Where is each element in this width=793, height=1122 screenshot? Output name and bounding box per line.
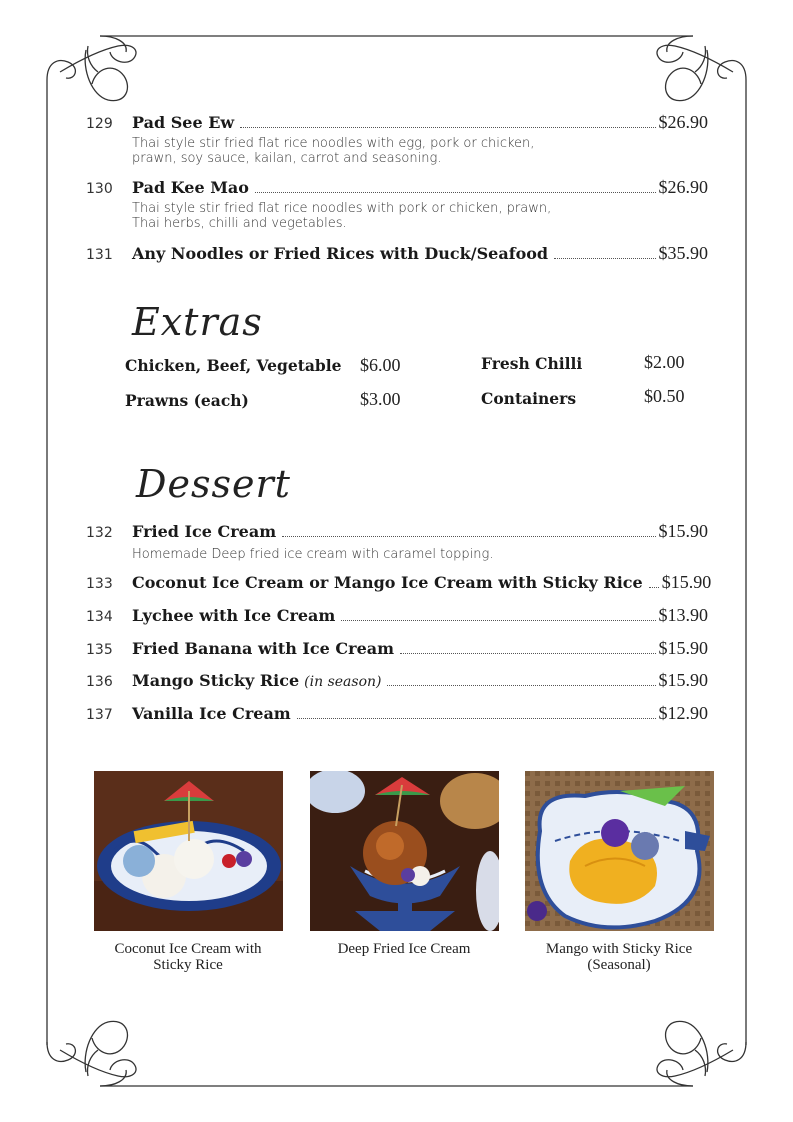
caption-line: Coconut Ice Cream with	[114, 941, 262, 957]
dot-leader	[341, 620, 655, 621]
item-price: $15.90	[658, 521, 708, 541]
item-name: Pad See Ew	[132, 113, 235, 132]
extra-price: $2.00	[644, 352, 685, 372]
dot-leader	[255, 192, 656, 193]
item-name: Any Noodles or Fried Rices with Duck/Seafood	[132, 244, 549, 263]
photo-caption	[78, 941, 298, 973]
item-number: 133	[86, 576, 113, 592]
extra-price: $0.50	[644, 386, 685, 406]
item-price: $15.90	[658, 638, 708, 658]
menu-item	[86, 638, 708, 659]
desc-line: Thai style stir fried flat rice noodles with egg, pork or chicken,	[132, 136, 535, 151]
caption-line: (Seasonal)	[587, 957, 651, 973]
item-price: $15.90	[661, 572, 712, 592]
dot-leader	[649, 587, 659, 588]
menu-item	[86, 521, 708, 562]
dot-leader	[554, 258, 655, 259]
photo-caption	[294, 941, 514, 957]
caption-line: Sticky Rice	[153, 957, 223, 973]
item-name: Coconut Ice Cream or Mango Ice Cream with Sticky Rice	[132, 573, 643, 592]
item-description	[132, 201, 708, 231]
dot-leader	[282, 536, 655, 537]
menu-item	[86, 243, 708, 264]
dot-leader	[240, 127, 655, 128]
caption-line: Mango with Sticky Rice	[545, 941, 693, 957]
item-name: Fried Banana with Ice Cream	[132, 639, 395, 658]
extra-name: Chicken, Beef, Vegetable	[125, 356, 342, 375]
menu-item	[86, 177, 708, 231]
item-name: Mango Sticky Rice	[132, 671, 300, 690]
menu-item	[86, 703, 708, 724]
menu-item	[86, 112, 708, 166]
item-price: $12.90	[658, 703, 708, 723]
section-title-dessert: Dessert	[136, 462, 291, 506]
item-number: 130	[86, 181, 113, 197]
item-price: $35.90	[658, 243, 708, 263]
extra-name: Prawns (each)	[125, 391, 249, 410]
item-price: $26.90	[658, 112, 708, 132]
menu-item	[86, 670, 708, 691]
caption-line: Deep Fried Ice Cream	[337, 941, 471, 957]
item-number: 132	[86, 525, 113, 541]
item-number: 137	[86, 707, 113, 723]
photo-coconut-ice-cream	[94, 771, 283, 931]
extra-price: $6.00	[360, 355, 401, 375]
dot-leader	[387, 685, 655, 686]
item-name: Pad Kee Mao	[132, 178, 249, 197]
corner-swirl-icon	[47, 36, 136, 101]
item-number: 129	[86, 116, 113, 132]
item-description: Homemade Deep fried ice cream with caramel topping.	[132, 547, 494, 562]
item-price: $13.90	[658, 605, 708, 625]
menu-item	[86, 572, 712, 593]
extra-name: Fresh Chilli	[481, 354, 583, 373]
item-price: $26.90	[658, 177, 708, 197]
extra-price: $3.00	[360, 389, 401, 409]
dot-leader	[297, 718, 656, 719]
desc-line: prawn, soy sauce, kailan, carrot and seasoning.	[132, 151, 442, 166]
dot-leader	[400, 653, 655, 654]
extra-name: Containers	[481, 389, 577, 408]
item-note: (in season)	[304, 674, 382, 690]
section-title-extras: Extras	[132, 300, 263, 344]
photo-mango-sticky-rice	[525, 771, 714, 931]
item-name: Vanilla Ice Cream	[132, 704, 291, 723]
item-number: 135	[86, 642, 113, 658]
item-name: Lychee with Ice Cream	[132, 606, 336, 625]
menu-item	[86, 605, 708, 626]
item-price: $15.90	[658, 670, 708, 690]
photo-deep-fried-ice-cream	[310, 771, 499, 931]
desc-line: Thai herbs, chilli and vegetables.	[132, 216, 347, 231]
item-number: 131	[86, 247, 113, 263]
desc-line: Thai style stir fried flat rice noodles with pork or chicken, prawn,	[132, 201, 552, 216]
item-name: Fried Ice Cream	[132, 522, 277, 541]
item-number: 134	[86, 609, 113, 625]
item-number: 136	[86, 674, 113, 690]
photo-caption	[509, 941, 729, 973]
item-description	[132, 136, 708, 166]
